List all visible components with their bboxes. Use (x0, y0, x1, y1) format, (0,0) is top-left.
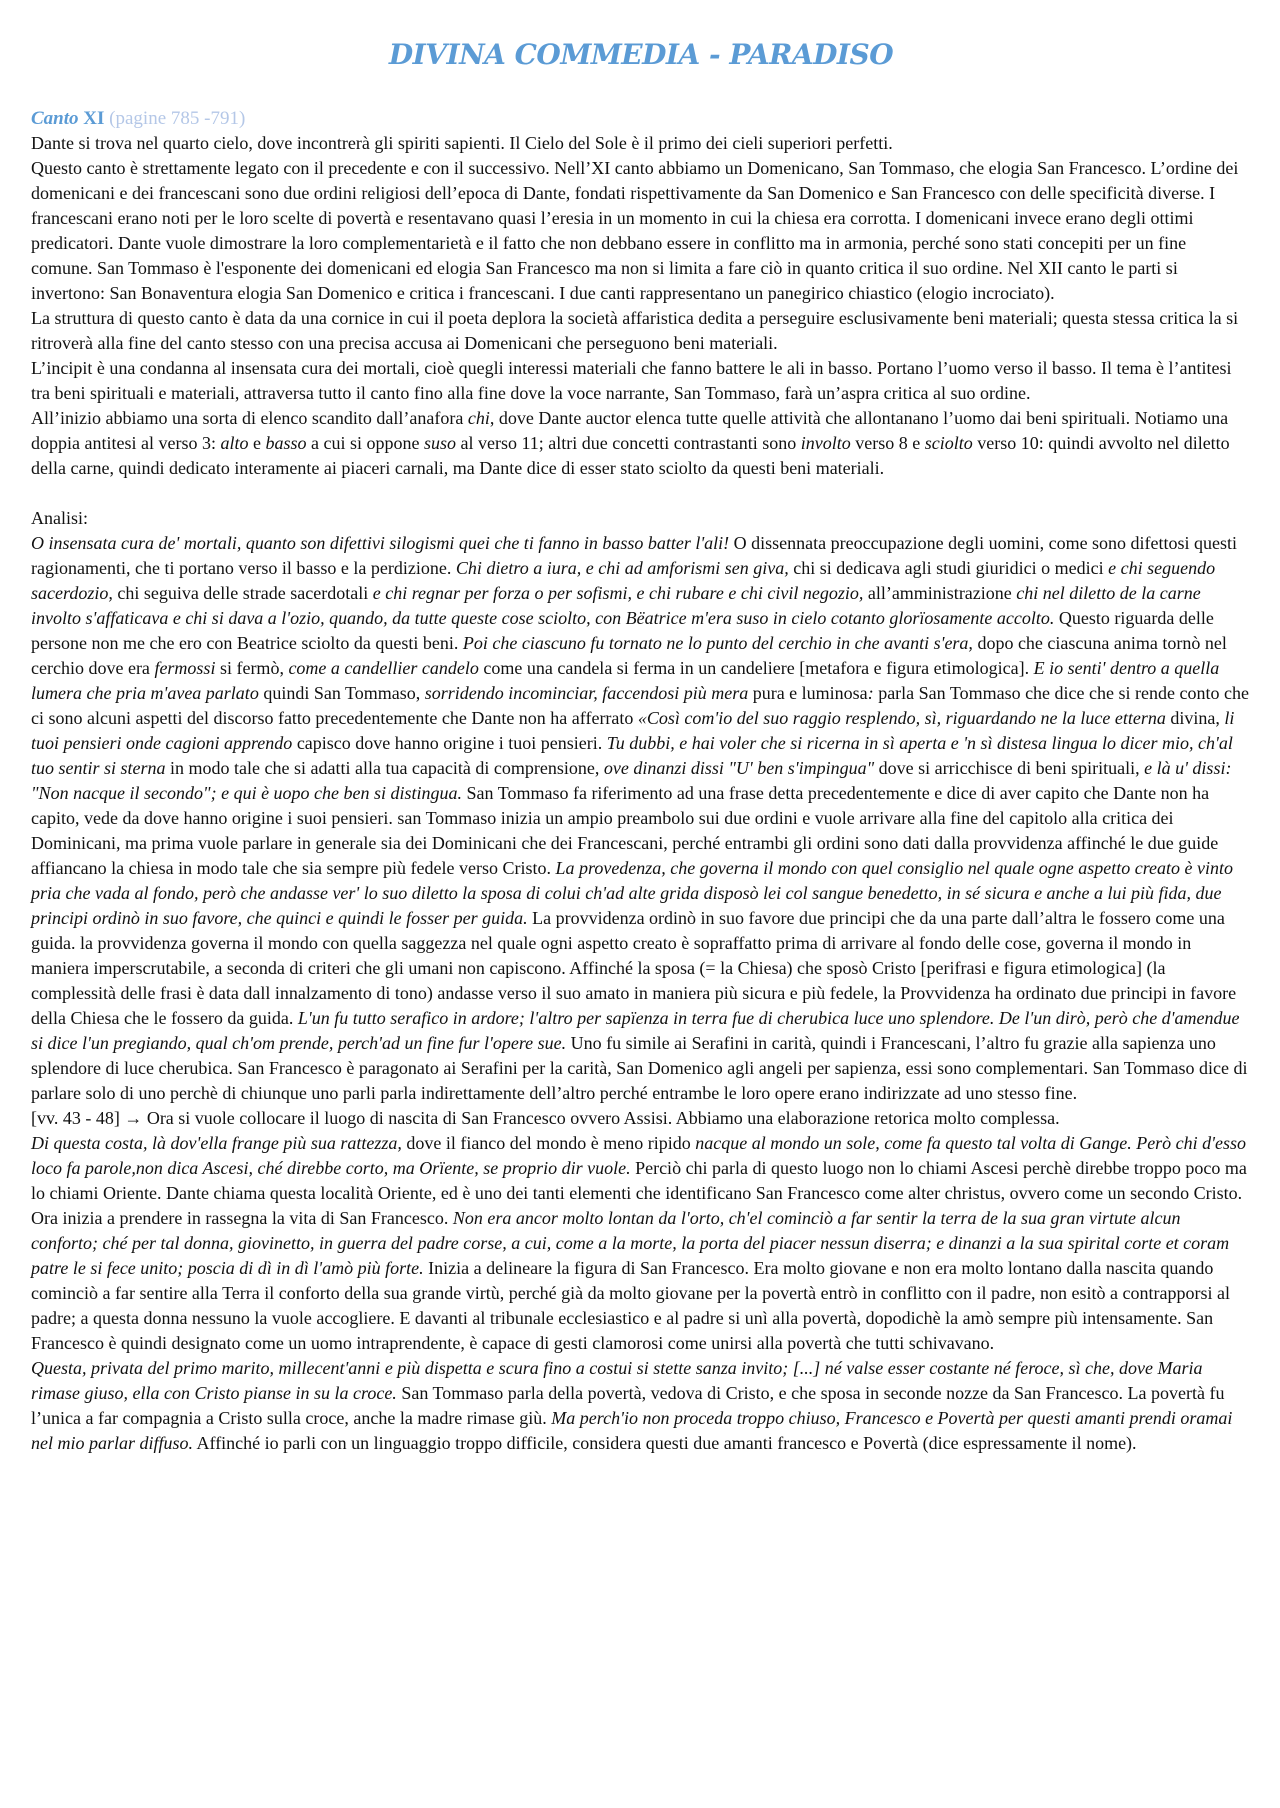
canto-label: Canto (31, 108, 79, 129)
italic-quote: Chi dietro a iura, e chi ad amforismi sen giva, (455, 558, 789, 578)
text-run: dove si arricchisce di beni spirituali, (874, 758, 1145, 778)
text-run: capisco dove hanno origine i tuoi pensieri. (292, 733, 607, 753)
italic-quote: L'un fu tutto serafico in ardore; l'altro per sapïenza in terra fue di cherubica luce uno splendore. De l'un dirò, però che d'amendue si dice l'un pregiando, qual ch'om prende, perch'ad un fine fur l'opere sue. (31, 1008, 1240, 1053)
paragraph (31, 1131, 1251, 1206)
text-run: parla San Tommaso che dice che si rende conto che ci sono alcuni aspetti del discorso fatto precedentemente che Dante non ha afferrato (31, 683, 1249, 728)
text-run: chi seguiva delle strade sacerdotali (112, 583, 373, 603)
italic-quote: sorridendo incominciar, faccendosi più mera (424, 683, 749, 703)
canto-pages: (pagine 785 -791) (109, 108, 246, 129)
text-run: come una candela si ferma in un candeliere [metafora e figura etimologica]. (478, 658, 1034, 678)
italic-quote: E io senti' dentro a quella lumera che pria m'avea parlato (31, 658, 1220, 703)
document-body (31, 131, 1251, 1456)
text-run: e (248, 433, 266, 453)
text-run: a cui si oppone (306, 433, 424, 453)
italic-quote: La provedenza, che governa il mondo con quel consiglio nel quale ogne aspetto creato è vinto pria che vada al fondo, però che andasse ver' lo suo diletto la sposa di colui ch'ad alte grida disposò lei col sangue benedetto, in sé sicura e anche a lui più fida, due principi ordinò in suo favore, che quinci e quindi le fosser per guida. (31, 858, 1234, 928)
canto-heading (31, 106, 1251, 131)
text-run: All’inizio abbiamo una sorta di elenco scandito dall’anafora (31, 408, 468, 428)
text-run: San Tommaso parla della povertà, vedova di Cristo, e che sposa in seconde nozze da San Francesco. La povertà fu l’unica a far compagnia a Cristo sulla croce, anche la madre rimase giù. (31, 1383, 1225, 1428)
text-run: si fermò, (215, 658, 289, 678)
paragraph (31, 356, 1251, 406)
italic-quote: e chi regnar per forza o per sofismi, e chi rubare e chi civil negozio, (372, 583, 864, 603)
italic-quote: Ma perch'io non proceda troppo chiuso, Francesco e Povertà per questi amanti prendi oramai nel mio parlar diffuso. (31, 1408, 1233, 1453)
italic-quote: Di questa costa, là dov'ella frange più sua rattezza, (31, 1133, 402, 1153)
italic-quote: alto (220, 433, 249, 453)
text-run: La provvidenza ordinò in suo favore due principi che da una parte dall’altra le fossero come una guida. la provvidenza governa il mondo con quella saggezza nel quale ogni aspetto creato è sopraffatto prima di arrivare al fondo delle cose, governa il mondo in maniera imperscrutabile, a seconda di criteri che gli umani non capiscono. Affinché la sposa (= la Chiesa) che sposò Cristo [perifrasi e figura etimologica] (la complessità delle frasi è data dall innalzamento di tono) andasse verso il suo amato in maniera più sicura e più fedele, la Provvidenza ha ordinato due principi in favore della Chiesa che le fossero da guida. (31, 908, 1237, 1028)
canto-number: XI (83, 108, 105, 129)
text-run: Dante si trova nel quarto cielo, dove incontrerà gli spiriti sapienti. Il Cielo del Sole è il primo dei cieli superiori perfetti. (31, 133, 893, 153)
text-run: dopo che ciascuna anima tornò nel cerchio dove era (31, 633, 1227, 678)
italic-quote: Questa, privata del primo marito, millecent'anni e più dispetta e scura fino a costui si stette sanza invito; [...] né valse esser costante né feroce, sì che, dove Maria rimase giuso, ella con Cristo pianse in su la croce. (31, 1358, 1203, 1403)
italic-quote: nacque al mondo un sole, come fa questo tal volta di Gange. Però chi d'esso loco fa parole,non dica Ascesi, ché direbbe corto, ma Orïente, se proprio dir vuole. (31, 1133, 1247, 1178)
italic-quote: Poi che ciascuno fu tornato ne lo punto del cerchio in che avanti s'era, (462, 633, 973, 653)
text-run: , dove Dante auctor elenca tutte quelle attività che allontanano l’uomo dai beni spirituali. Notiamo una doppia antitesi al verso 3: (31, 408, 1229, 453)
italic-quote: Non era ancor molto lontan da l'orto, ch'el cominciò a far sentir la terra de la sua gran virtute alcun conforto; ché per tal donna, giovinetto, in guerra del padre corse, a cui, come a la morte, la porta del piacer nessun diserra; e dinanzi a la sua spirital corte et coram patre le si fece unito; poscia di dì in dì l'amò più forte. (31, 1208, 1230, 1278)
text-run: La struttura di questo canto è data da una cornice in cui il poeta deplora la società affaristica dedita a perseguire esclusivamente beni materiali; questa stessa critica la si ritroverà alla fine del canto stesso con una precisa accusa ai Domenicani che perseguono beni materiali. (31, 308, 1239, 353)
italic-quote: e là u' dissi: "Non nacque il secondo"; e qui è uopo che ben si distingua. (31, 758, 1232, 803)
blank-line (31, 481, 1251, 506)
paragraph (31, 306, 1251, 356)
italic-quote: O insensata cura de' mortali, quanto son difettivi silogismi quei che ti fanno in basso batter l'ali! (31, 533, 730, 553)
document-title: DIVINA COMMEDIA - PARADISO (388, 38, 894, 71)
text-run: Questo riguarda delle persone non me che ero con Beatrice sciolto da questi beni. (31, 608, 1214, 653)
italic-quote: sciolto (924, 433, 973, 453)
paragraph (31, 1356, 1251, 1456)
paragraph (31, 156, 1251, 306)
italic-quote: come a candellier candelo (288, 658, 479, 678)
italic-quote: involto (800, 433, 851, 453)
paragraph (31, 1206, 1251, 1356)
document-page (31, 30, 1251, 1456)
text-run: Questo canto è strettamente legato con il precedente e con il successivo. Nell’XI canto abbiamo un Domenicano, San Tommaso, che elogia San Francesco. L’ordine dei domenicani e dei francescani sono due ordini religiosi dell’epoca di Dante, fondati rispettivamente da San Domenico e San Francesco con delle specificità diverse. I francescani erano noti per le loro scelte di povertà e resentavano quasi l’eresia in un momento in cui la chiesa era corrotta. I domenicani invece erano degli ottimi predicatori. Dante vuole dimostrare la loro complementarietà e il fatto che non debbano essere in conflitto ma in armonia, perché sono stati concepiti per un fine comune. San Tommaso è l'esponente dei domenicani ed elogia San Francesco ma non si limita a fare ciò in quanto critica il suo ordine. Nel XII canto le parti si invertono: San Bonaventura elogia San Domenico e critica i francescani. I due canti rappresentano un panegirico chiastico (elogio incrociato). (31, 158, 1239, 303)
text-run: Ora inizia a prendere in rassegna la vita di San Francesco. (31, 1208, 453, 1228)
italic-quote: li tuoi pensieri onde cagioni apprendo (31, 708, 1235, 753)
italic-quote: fermossi (154, 658, 216, 678)
text-run: Analisi: (31, 508, 88, 528)
paragraph (31, 131, 1251, 156)
italic-quote: basso (265, 433, 307, 453)
text-run: Uno fu simile ai Serafini in carità, quindi i Francescani, l’altro fu grazie alla sapienza uno splendore di luce cherubica. San Francesco è paragonato ai Serafini per la carità, San Domenico agli angeli per sapienza, essi sono complementari. San Tommaso dice di parlare solo di uno perchè di chiunque uno parli parla indirettamente dell’altro perché entrambe le loro opere erano indirizzate ad uno stesso fine. (31, 1033, 1248, 1103)
text-run: quindi San Tommaso, (258, 683, 425, 703)
text-run: divina, (1165, 708, 1225, 728)
text-run: al verso 11; altri due concetti contrastanti sono (456, 433, 801, 453)
text-run: Inizia a delineare la figura di San Francesco. Era molto giovane e non era molto lontano dalla nascita quando cominciò a far sentire alla Terra il conforto della sua grande virtù, perché già da molto giovane per la povertà entrò in conflitto con il padre, non esitò a contrapporsi al padre; a questa donna nessuno la vuole accogliere. E davanti al tribunale ecclesiastico e al padre si unì alla povertà, dopodichè la amò sempre più intensamente. San Francesco è quindi designato come un uomo intraprendente, è capace di gesti clamorosi come unirsi alla povertà che tutti schivavano. (31, 1258, 1230, 1353)
paragraph (31, 1106, 1251, 1131)
italic-quote: : (867, 683, 874, 703)
paragraph (31, 506, 1251, 531)
text-run: Perciò chi parla di questo luogo non lo chiami Ascesi perchè direbbe troppo poco ma lo chiami Oriente. Dante chiama questa località Oriente, ed è uno dei tanti elementi che identificano San Francesco come alter christus, ovvero come un secondo Cristo. (31, 1158, 1247, 1203)
text-run: pura e luminosa (748, 683, 868, 703)
italic-quote: chi nel diletto de la carne involto s'affaticava e chi si dava a l'ozio, quando, da tutte queste cose sciolto, con Bëatrice m'era suso in cielo cotanto glorïosamente accolto. (31, 583, 1201, 628)
text-run: O dissennata preoccupazione degli uomini, come sono difettosi questi ragionamenti, che ti portano verso il basso e la perdizione. (31, 533, 1238, 578)
text-run: Affinché io parli con un linguaggio troppo difficile, considera questi due amanti francesco e Povertà (dice espressamente il nome). (193, 1433, 1137, 1453)
text-run: [vv. 43 - 48] → Ora si vuole collocare il luogo di nascita di San Francesco ovvero Assisi. Abbiamo una elaborazione retorica molto complessa. (31, 1108, 1060, 1128)
text-run: all’amministrazione (863, 583, 1017, 603)
text-run: verso 8 e (850, 433, 925, 453)
italic-quote: Tu dubbi, e hai voler che si ricerna in sì aperta e 'n sì distesa lingua lo dicer mio, ch'al tuo sentir si sterna (31, 733, 1233, 778)
text-run: L’incipit è una condanna al insensata cura dei mortali, cioè quegli interessi materiali che fanno battere le ali in basso. Portano l’uomo verso il basso. Il tema è l’antitesi tra beni spirituali e materiali, attraversa tutto il canto fino alla fine dove la voce narrante, San Tommaso, farà un’aspra critica al suo ordine. (31, 358, 1232, 403)
paragraph (31, 531, 1251, 1106)
text-run: verso 10: quindi avvolto nel diletto della carne, quindi dedicato interamente ai piaceri carnali, ma Dante dice di esser stato sciolto da questi beni materiali. (31, 433, 1230, 478)
italic-quote: «Così com'io del suo raggio resplendo, sì, riguardando ne la luce etterna (637, 708, 1166, 728)
text-run: San Tommaso fa riferimento ad una frase detta precedentemente e dice di aver capito che Dante non ha capito, vede da dove hanno origine i suoi pensieri. san Tommaso inizia un ampio preambolo sui due ordini e vuole arrivare alla fine del capitolo alla critica dei Dominicani, ma prima vuole parlare in generale sia dei Dominicani che dei Francescani, perché entrambi gli ordini sono dati dalla provvidenza affinché le due guide affiancano la chiesa in modo tale che sia sempre più fedele verso Cristo. (31, 783, 1219, 878)
italic-quote: e chi seguendo sacerdozio, (31, 558, 1216, 603)
italic-quote: suso (423, 433, 456, 453)
italic-quote: ove dinanzi dissi "U' ben s'impingua" (603, 758, 875, 778)
text-run: chi si dedicava agli studi giuridici o medici (788, 558, 1109, 578)
text-run: dove il fianco del mondo è meno ripido (401, 1133, 696, 1153)
italic-quote: chi (467, 408, 490, 428)
text-run: in modo tale che si adatti alla tua capacità di comprensione, (165, 758, 604, 778)
paragraph (31, 406, 1251, 481)
